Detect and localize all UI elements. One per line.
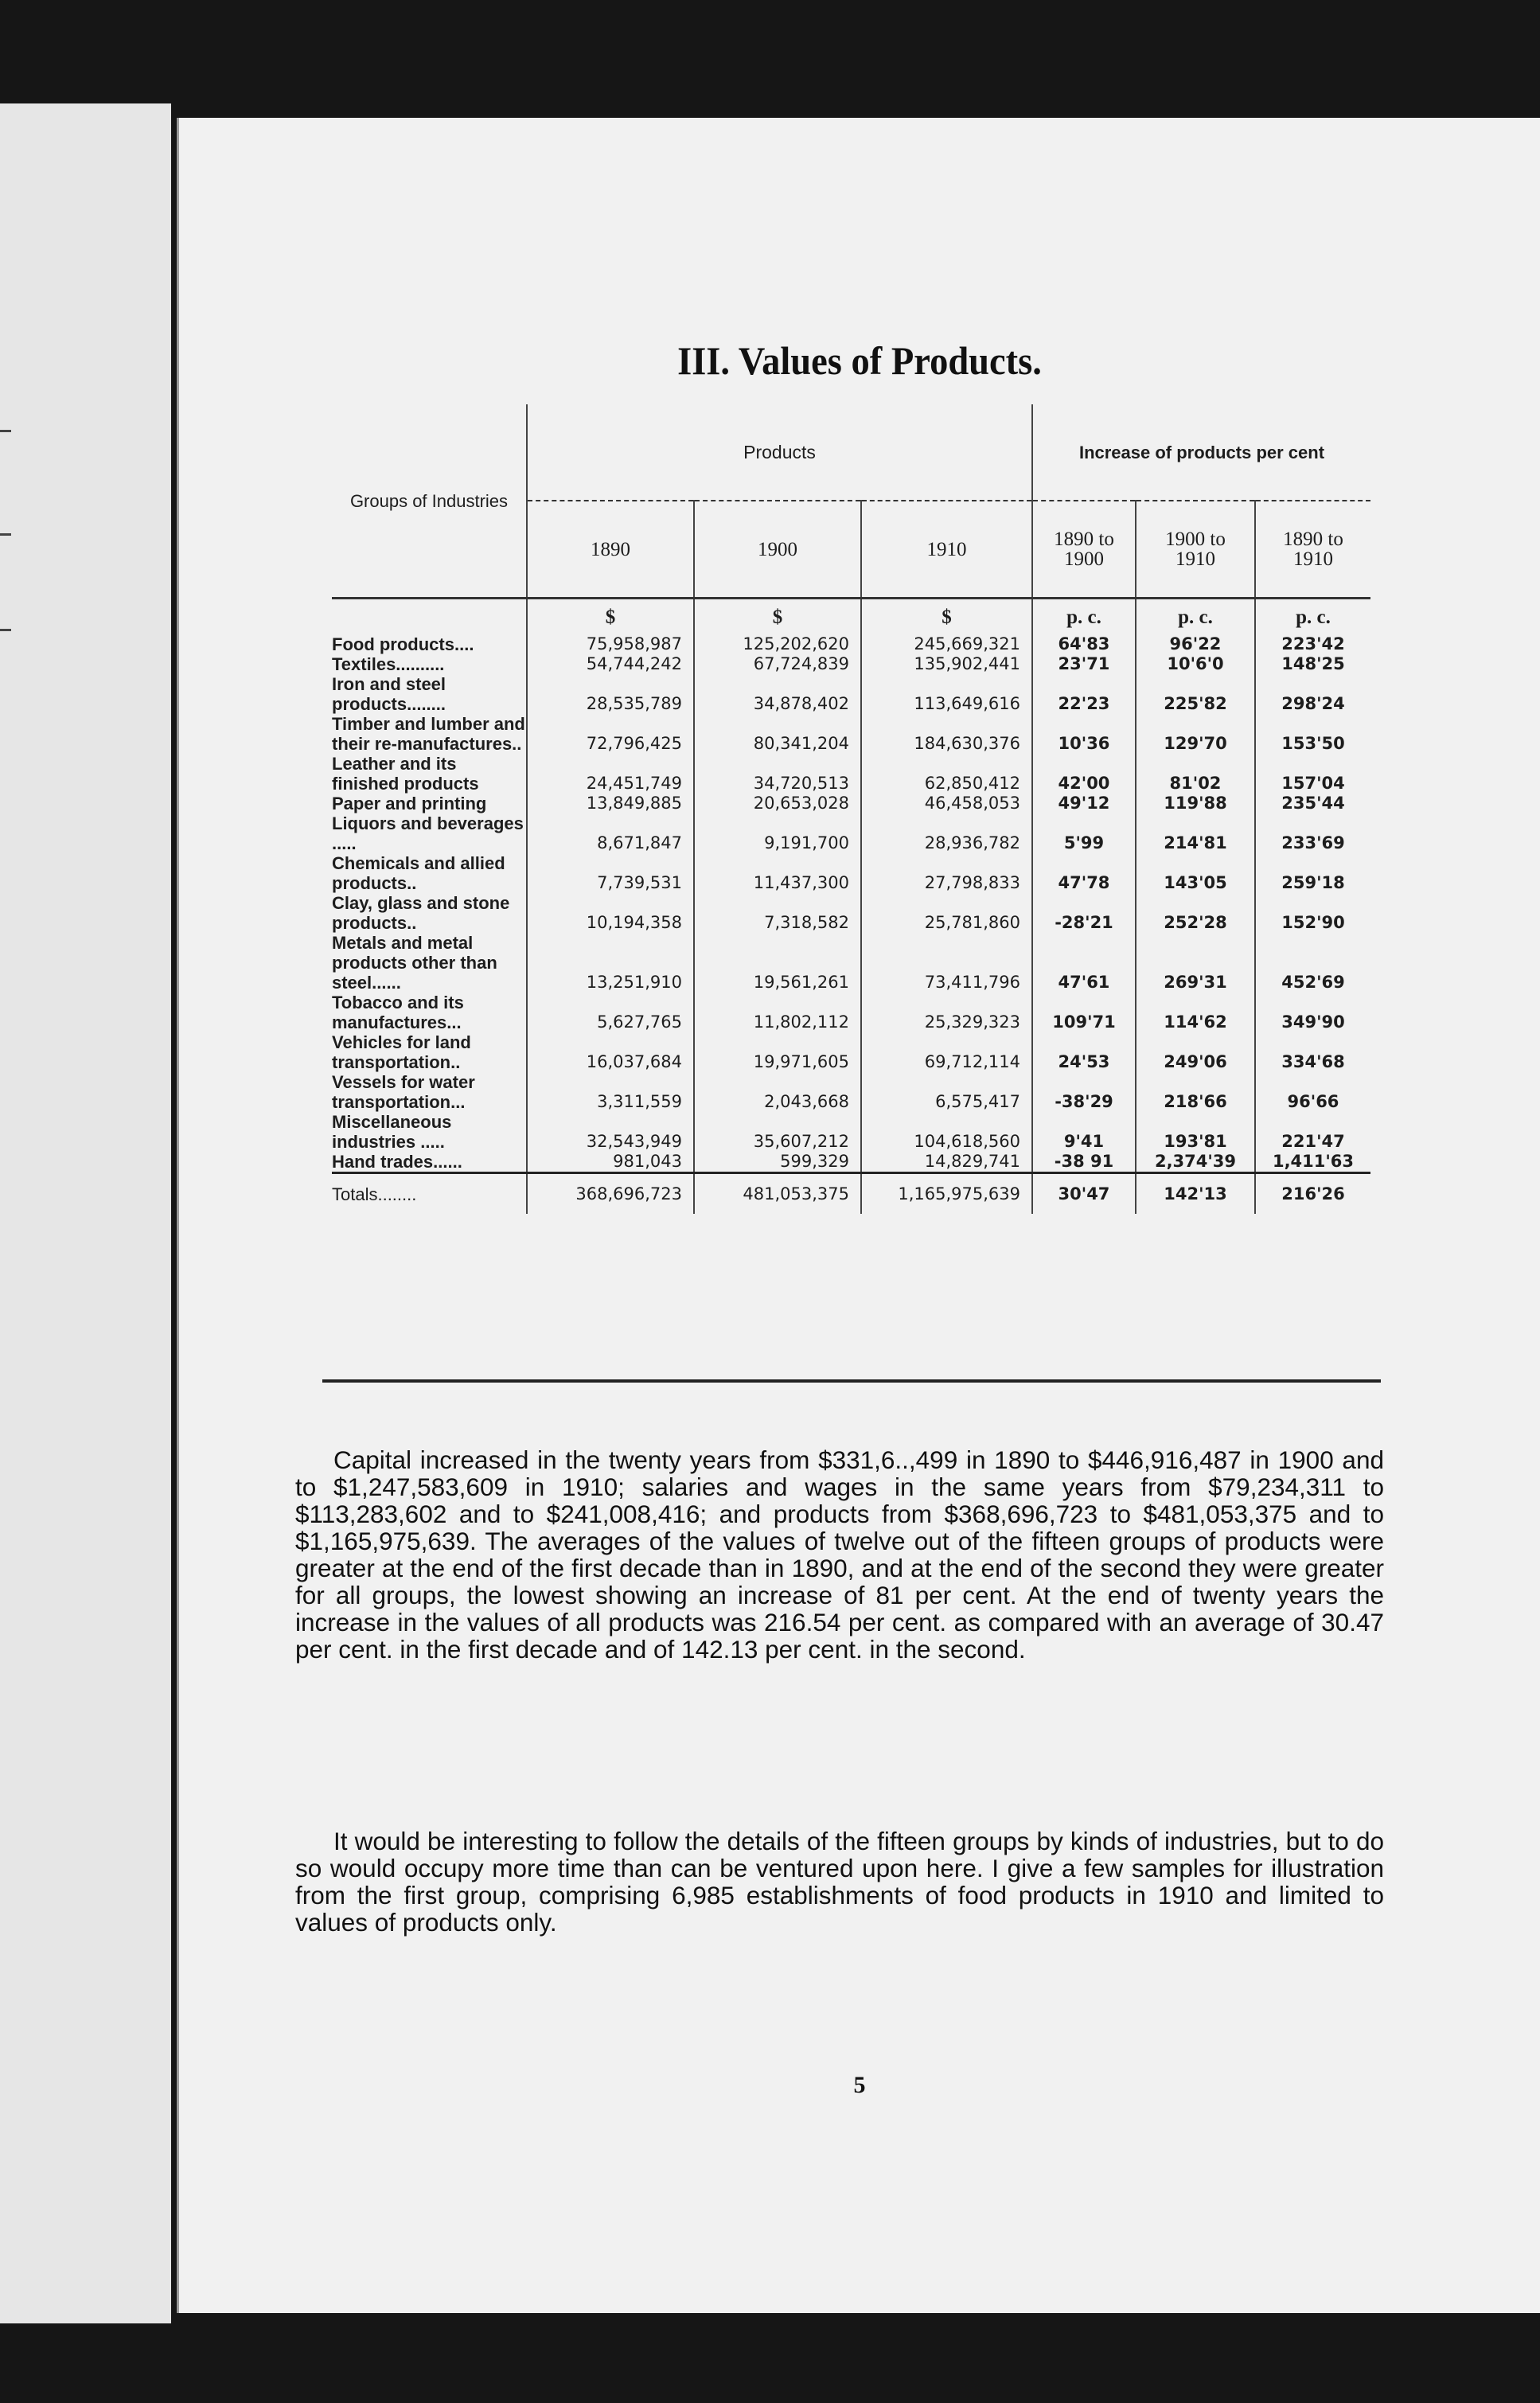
unit-label: $: [861, 599, 1032, 635]
paragraph: It would be interesting to follow the details of the fifteen groups by kinds of industries, but to do so would occupy more time than can be ventured upon here. I give a few samples for illustration from the first group, comprising 6,985 establishments of food products in 1910 and limited to values of products only.: [295, 1826, 1384, 1937]
percent-increase: 221'47: [1255, 1112, 1370, 1152]
percent-increase: 148'25: [1255, 654, 1370, 674]
product-value: 34,720,513: [694, 754, 861, 794]
product-value: 19,971,605: [694, 1032, 861, 1072]
percent-increase: 47'78: [1032, 853, 1136, 893]
group-name: Clay, glass and stone products..: [332, 893, 510, 933]
percent-increase: 42'00: [1032, 754, 1136, 794]
percent-increase: 349'90: [1255, 993, 1370, 1032]
table-row: [332, 1072, 1370, 1112]
percent-increase: 249'06: [1136, 1032, 1255, 1072]
increase-header: Increase of products per cent: [1032, 404, 1370, 501]
product-value: 25,329,323: [861, 993, 1032, 1032]
table-row: [332, 654, 1370, 674]
product-value: 14,829,741: [861, 1152, 1032, 1173]
unit-label: p. c.: [1255, 599, 1370, 635]
unit-label: $: [694, 599, 861, 635]
group-name: Chemicals and allied products..: [332, 853, 505, 893]
product-value: 13,251,910: [527, 933, 694, 993]
percent-increase: 216'26: [1255, 1173, 1370, 1215]
table-row: [332, 794, 1370, 813]
product-value: 54,744,242: [527, 654, 694, 674]
group-name: Leather and its finished products: [332, 754, 479, 794]
table-body: [332, 634, 1370, 1214]
group-name: Metals and metal products other than steel......: [332, 933, 497, 993]
percent-increase: 96'22: [1136, 634, 1255, 654]
product-value: 7,739,531: [527, 853, 694, 893]
percent-increase: 143'05: [1136, 853, 1255, 893]
percent-increase: -28'21: [1032, 893, 1136, 933]
percent-increase: 157'04: [1255, 754, 1370, 794]
paragraph: Capital increased in the twenty years from $331,6..,499 in 1890 to $446,916,487 in 1900 and to $1,247,583,609 in 1910; salaries and wages in the same years from $79,234,311 to $113,283,602 and to $241,008,416; and products from $368,696,723 to $481,053,375 and to $1,165,975,639. The averages of the values of twelve out of the fifteen groups of products were greater at the end of the first decade than in 1890, and at the end of the second they were greater for all groups, the lowest showing an increase of 81 per cent. At the end of twenty years the increase in the values of all products was 216.54 per cent. as compared with an average of 30.47 per cent. in the first decade and of 142.13 per cent. in the second.: [295, 1445, 1384, 1664]
percent-increase: 193'81: [1136, 1112, 1255, 1152]
group-name: Tobacco and its manufactures...: [332, 993, 464, 1032]
product-value: 25,781,860: [861, 893, 1032, 933]
product-value: 27,798,833: [861, 853, 1032, 893]
product-value: 125,202,620: [694, 634, 861, 654]
product-value: 16,037,684: [527, 1032, 694, 1072]
table-row: [332, 1112, 1370, 1152]
page-title: III. Values of Products.: [677, 338, 1042, 383]
percent-increase: 225'82: [1136, 674, 1255, 714]
values-of-products-table: [332, 404, 1370, 1214]
table-row: [332, 993, 1370, 1032]
percent-increase: 30'47: [1032, 1173, 1136, 1215]
percent-increase: 233'69: [1255, 813, 1370, 853]
group-name: Iron and steel products........: [332, 674, 446, 714]
percent-increase: 81'02: [1136, 754, 1255, 794]
product-value: 113,649,616: [861, 674, 1032, 714]
percent-increase: 109'71: [1032, 993, 1136, 1032]
product-value: 67,724,839: [694, 654, 861, 674]
product-value: 135,902,441: [861, 654, 1032, 674]
table-row: [332, 1152, 1370, 1173]
margin-mark: [0, 533, 11, 536]
product-value: 5,627,765: [527, 993, 694, 1032]
period-header: 1890 to 1900: [1032, 501, 1136, 599]
product-value: 13,849,885: [527, 794, 694, 813]
table-row: [332, 634, 1370, 654]
product-value: 32,543,949: [527, 1112, 694, 1152]
table-bottom-rule: [322, 1379, 1381, 1383]
group-name: Hand trades......: [332, 1152, 462, 1172]
products-header: Products: [527, 404, 1032, 501]
product-value: 11,437,300: [694, 853, 861, 893]
percent-increase: 23'71: [1032, 654, 1136, 674]
group-name: Totals........: [332, 1173, 527, 1215]
percent-increase: 10'36: [1032, 714, 1136, 754]
product-value: 368,696,723: [527, 1173, 694, 1215]
unit-label: p. c.: [1032, 599, 1136, 635]
percent-increase: 252'28: [1136, 893, 1255, 933]
product-value: 3,311,559: [527, 1072, 694, 1112]
product-value: 104,618,560: [861, 1112, 1032, 1152]
group-name: Liquors and beverages .....: [332, 813, 524, 853]
product-value: 11,802,112: [694, 993, 861, 1032]
percent-increase: -38'29: [1032, 1072, 1136, 1112]
table-row: [332, 853, 1370, 893]
group-name: Paper and printing: [332, 794, 487, 813]
product-value: 34,878,402: [694, 674, 861, 714]
group-name: Miscellaneous industries .....: [332, 1112, 452, 1152]
percent-increase: 114'62: [1136, 993, 1255, 1032]
product-value: 10,194,358: [527, 893, 694, 933]
group-name: Timber and lumber and their re-manufactures..: [332, 714, 525, 754]
table-row: [332, 674, 1370, 714]
percent-increase: 218'66: [1136, 1072, 1255, 1112]
product-value: 599,329: [694, 1152, 861, 1173]
percent-increase: 5'99: [1032, 813, 1136, 853]
year-header: 1900: [694, 501, 861, 599]
page-number: 5: [853, 2072, 866, 2098]
group-name: Vehicles for land transportation..: [332, 1032, 471, 1072]
year-header: 1910: [861, 501, 1032, 599]
product-value: 75,958,987: [527, 634, 694, 654]
table-row: [332, 754, 1370, 794]
product-value: 62,850,412: [861, 754, 1032, 794]
percent-increase: 10'6'0: [1136, 654, 1255, 674]
product-value: 481,053,375: [694, 1173, 861, 1215]
percent-increase: 22'23: [1032, 674, 1136, 714]
product-value: 69,712,114: [861, 1032, 1032, 1072]
percent-increase: 259'18: [1255, 853, 1370, 893]
period-header: 1900 to 1910: [1136, 501, 1255, 599]
percent-increase: 153'50: [1255, 714, 1370, 754]
unit-label: $: [527, 599, 694, 635]
product-value: 981,043: [527, 1152, 694, 1173]
product-value: 20,653,028: [694, 794, 861, 813]
product-value: 9,191,700: [694, 813, 861, 853]
percent-increase: 119'88: [1136, 794, 1255, 813]
percent-increase: 9'41: [1032, 1112, 1136, 1152]
percent-increase: 152'90: [1255, 893, 1370, 933]
percent-increase: 96'66: [1255, 1072, 1370, 1112]
percent-increase: 49'12: [1032, 794, 1136, 813]
table-row: [332, 1032, 1370, 1072]
product-value: 72,796,425: [527, 714, 694, 754]
group-name: Food products....: [332, 634, 474, 654]
percent-increase: 2,374'39: [1136, 1152, 1255, 1173]
document-page: [177, 118, 1540, 2313]
product-value: 184,630,376: [861, 714, 1032, 754]
product-value: 73,411,796: [861, 933, 1032, 993]
table-row: [332, 933, 1370, 993]
product-value: 6,575,417: [861, 1072, 1032, 1112]
percent-increase: -38 91: [1032, 1152, 1136, 1173]
percent-increase: 1,411'63: [1255, 1152, 1370, 1173]
totals-row: [332, 1173, 1370, 1215]
percent-increase: 235'44: [1255, 794, 1370, 813]
product-value: 35,607,212: [694, 1112, 861, 1152]
percent-increase: 142'13: [1136, 1173, 1255, 1215]
group-name: Textiles..........: [332, 654, 445, 674]
percent-increase: 269'31: [1136, 933, 1255, 993]
margin-mark: [0, 629, 11, 631]
table-row: [332, 893, 1370, 933]
unit-label: p. c.: [1136, 599, 1255, 635]
product-value: 8,671,847: [527, 813, 694, 853]
percent-increase: 452'69: [1255, 933, 1370, 993]
groups-header: Groups of Industries: [332, 404, 527, 599]
product-value: 7,318,582: [694, 893, 861, 933]
product-value: 46,458,053: [861, 794, 1032, 813]
product-value: 28,936,782: [861, 813, 1032, 853]
percent-increase: 223'42: [1255, 634, 1370, 654]
percent-increase: 214'81: [1136, 813, 1255, 853]
facing-page-edge: [0, 103, 171, 2323]
margin-mark: [0, 430, 11, 432]
product-value: 19,561,261: [694, 933, 861, 993]
product-value: 28,535,789: [527, 674, 694, 714]
product-value: 24,451,749: [527, 754, 694, 794]
table-row: [332, 813, 1370, 853]
year-header: 1890: [527, 501, 694, 599]
product-value: 80,341,204: [694, 714, 861, 754]
percent-increase: 24'53: [1032, 1032, 1136, 1072]
table-row: [332, 714, 1370, 754]
product-value: 245,669,321: [861, 634, 1032, 654]
percent-increase: 129'70: [1136, 714, 1255, 754]
percent-increase: 298'24: [1255, 674, 1370, 714]
group-name: Vessels for water transportation...: [332, 1072, 475, 1112]
percent-increase: 47'61: [1032, 933, 1136, 993]
percent-increase: 334'68: [1255, 1032, 1370, 1072]
product-value: 2,043,668: [694, 1072, 861, 1112]
period-header: 1890 to 1910: [1255, 501, 1370, 599]
product-value: 1,165,975,639: [861, 1173, 1032, 1215]
percent-increase: 64'83: [1032, 634, 1136, 654]
